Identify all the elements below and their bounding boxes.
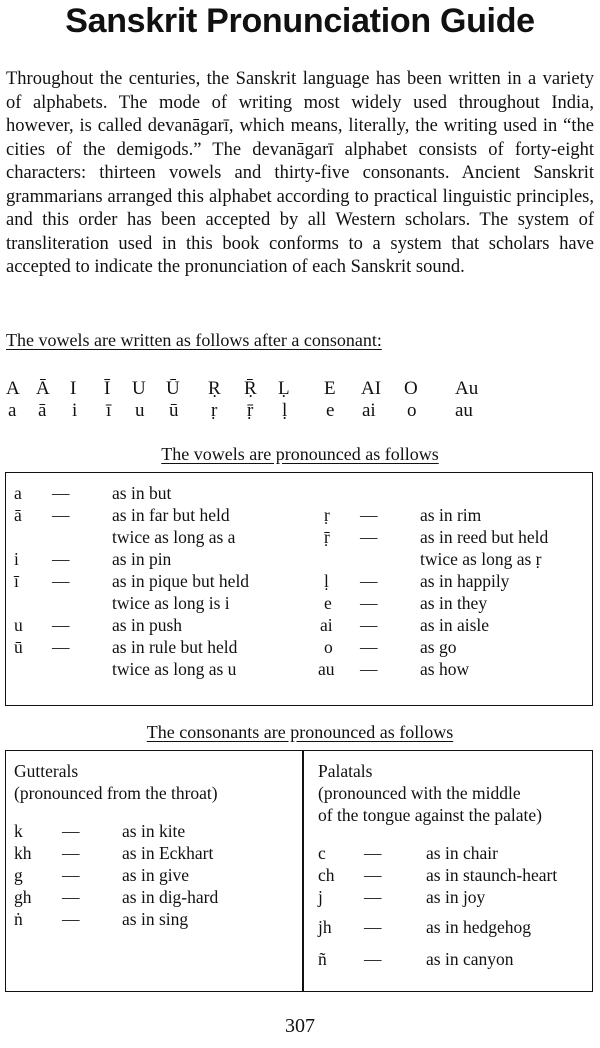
consonant-description: as in give	[122, 865, 190, 885]
dash: —	[52, 637, 70, 657]
vowel-lower: o	[407, 400, 417, 421]
vowel-upper: E	[324, 378, 336, 399]
vowel-description: as in rule but held	[112, 637, 238, 657]
vowel-upper: Ṛ	[208, 378, 221, 399]
vowel-letter: u	[14, 615, 23, 635]
dash: —	[360, 659, 378, 679]
palatals-title: Palatals	[318, 761, 373, 781]
dash: —	[52, 571, 70, 591]
vowel-letter: ṛ	[324, 505, 330, 525]
palatals-subtitle: (pronounced with the middle	[318, 783, 521, 803]
vowel-lower: ḷ	[282, 400, 288, 421]
vowel-lower: e	[326, 400, 335, 421]
vowel-letter: o	[324, 637, 333, 657]
dash: —	[360, 527, 378, 547]
vowel-upper: Ī	[104, 378, 111, 399]
vowel-lower: ai	[362, 400, 376, 421]
vowel-letter: ai	[320, 615, 333, 635]
page-title: Sanskrit Pronunciation Guide	[65, 2, 535, 40]
consonant-letter: ch	[318, 865, 335, 885]
vowel-lower: ū	[169, 400, 179, 421]
vowel-lower: a	[8, 400, 17, 421]
vowel-letter: ā	[14, 505, 22, 525]
consonant-letter: gh	[14, 887, 32, 907]
vowel-upper: O	[404, 378, 418, 399]
vowel-lower: ṛ	[211, 400, 218, 421]
consonant-description: as in chair	[426, 843, 498, 863]
vowel-upper: Ā	[36, 378, 50, 399]
dash: —	[364, 865, 382, 885]
dash: —	[364, 843, 382, 863]
vowel-description: as in pin	[112, 549, 172, 569]
vowel-description: as in pique but held	[112, 571, 250, 591]
dash: —	[364, 949, 382, 969]
vowel-description: as go	[420, 637, 457, 657]
vowel-letter: i	[14, 549, 19, 569]
vowel-lower: au	[455, 400, 473, 421]
consonant-letter: g	[14, 865, 23, 885]
vowel-lower: ī	[106, 400, 112, 421]
dash: —	[360, 637, 378, 657]
vowel-description: as how	[420, 659, 470, 679]
vowel-upper: Ḷ	[278, 378, 290, 399]
vowel-upper: I	[70, 378, 77, 399]
vowel-description: twice as long as ṛ	[420, 549, 542, 569]
consonant-pronunciation-heading: The consonants are pronounced as follows	[146, 722, 454, 742]
vowel-upper: A	[6, 378, 20, 399]
palatals-subtitle: of the tongue against the palate)	[318, 805, 543, 825]
dash: —	[62, 843, 80, 863]
dash: —	[360, 571, 378, 591]
consonant-description: as in kite	[122, 821, 186, 841]
consonant-letter: kh	[14, 843, 32, 863]
vowel-upper: U	[132, 378, 146, 399]
dash: —	[62, 887, 80, 907]
dash: —	[52, 549, 70, 569]
gutterals-subtitle: (pronounced from the throat)	[14, 783, 218, 803]
vowel-description: as in but	[112, 483, 172, 503]
vowel-description: twice as long as u	[112, 659, 237, 679]
dash: —	[364, 887, 382, 907]
consonant-description: as in joy	[426, 887, 486, 907]
dash: —	[62, 821, 80, 841]
dash: —	[52, 483, 70, 503]
vowel-description: as in happily	[420, 571, 510, 591]
vowel-letter: au	[318, 659, 335, 679]
consonant-letter: j	[318, 887, 323, 907]
consonant-description: as in sing	[122, 909, 189, 929]
vowels-after-consonant-heading: The vowels are written as follows after a consonant:	[6, 330, 382, 350]
consonant-pronunciation-table	[5, 750, 593, 992]
vowel-description: as in they	[420, 593, 488, 613]
vowel-letter: ḷ	[324, 571, 329, 591]
vowel-lower: i	[72, 400, 78, 421]
vowel-description: twice as long is i	[112, 593, 230, 613]
vowel-description: twice as long as a	[112, 527, 236, 547]
dash: —	[52, 505, 70, 525]
vowel-letter: ū	[14, 637, 23, 657]
vowel-pronunciation-table	[5, 472, 593, 706]
vowel-upper: AI	[361, 378, 382, 399]
vowel-letter: a	[14, 483, 22, 503]
page-number: 307	[285, 1015, 315, 1037]
vowel-description: as in rim	[420, 505, 482, 525]
vowel-description: as in push	[112, 615, 182, 635]
consonant-description: as in Eckhart	[122, 843, 214, 863]
consonant-description: as in canyon	[426, 949, 514, 969]
consonant-letter: jh	[318, 917, 332, 937]
intro-paragraph: Throughout the centuries, the Sanskrit language has been written in a variety of alphabets. The mode of writing most widely used throughout India, however, is called devanāgarī, which means, literally, the writing used in “the cities of the demigods.” The devanāgarī alphabet consists of forty-eight characters: thirteen vowels and thirty-five consonants. Ancient Sanskrit grammarians arranged this alphabet according to practical linguistic principles, and this order has been accepted by all Western scholars. The system of transliteration used in this book conforms to a system that scholars have accepted to indicate the pronunciation of each Sanskrit sound.	[6, 69, 594, 277]
consonant-letter: c	[318, 843, 326, 863]
vowel-upper: Au	[455, 378, 479, 399]
vowel-description: as in reed but held	[420, 527, 549, 547]
dash: —	[360, 505, 378, 525]
gutterals-title: Gutterals	[14, 761, 79, 781]
dash: —	[360, 593, 378, 613]
consonant-letter: ṅ	[14, 909, 23, 929]
vowel-letter: e	[324, 593, 332, 613]
dash: —	[62, 865, 80, 885]
vowel-lower: u	[135, 400, 145, 421]
vowel-upper: Ū	[166, 378, 180, 399]
vowel-upper: Ṝ	[244, 378, 257, 399]
vowel-lower: ā	[38, 400, 47, 421]
vowel-lower: ṝ	[247, 400, 254, 421]
dash: —	[52, 615, 70, 635]
consonant-letter: k	[14, 821, 23, 841]
consonant-description: as in staunch-heart	[426, 865, 558, 885]
vowel-description: as in aisle	[420, 615, 490, 635]
vowel-letter: ṝ	[324, 527, 330, 547]
dash: —	[62, 909, 80, 929]
vowel-letter: ī	[14, 571, 19, 591]
consonant-description: as in dig-hard	[122, 887, 219, 907]
vowel-description: as in far but held	[112, 505, 230, 525]
column-divider	[302, 751, 304, 991]
dash: —	[360, 615, 378, 635]
vowel-pronunciation-heading: The vowels are pronounced as follows	[161, 444, 439, 464]
consonant-description: as in hedgehog	[426, 917, 531, 937]
consonant-letter: ñ	[318, 949, 327, 969]
dash: —	[364, 917, 382, 937]
